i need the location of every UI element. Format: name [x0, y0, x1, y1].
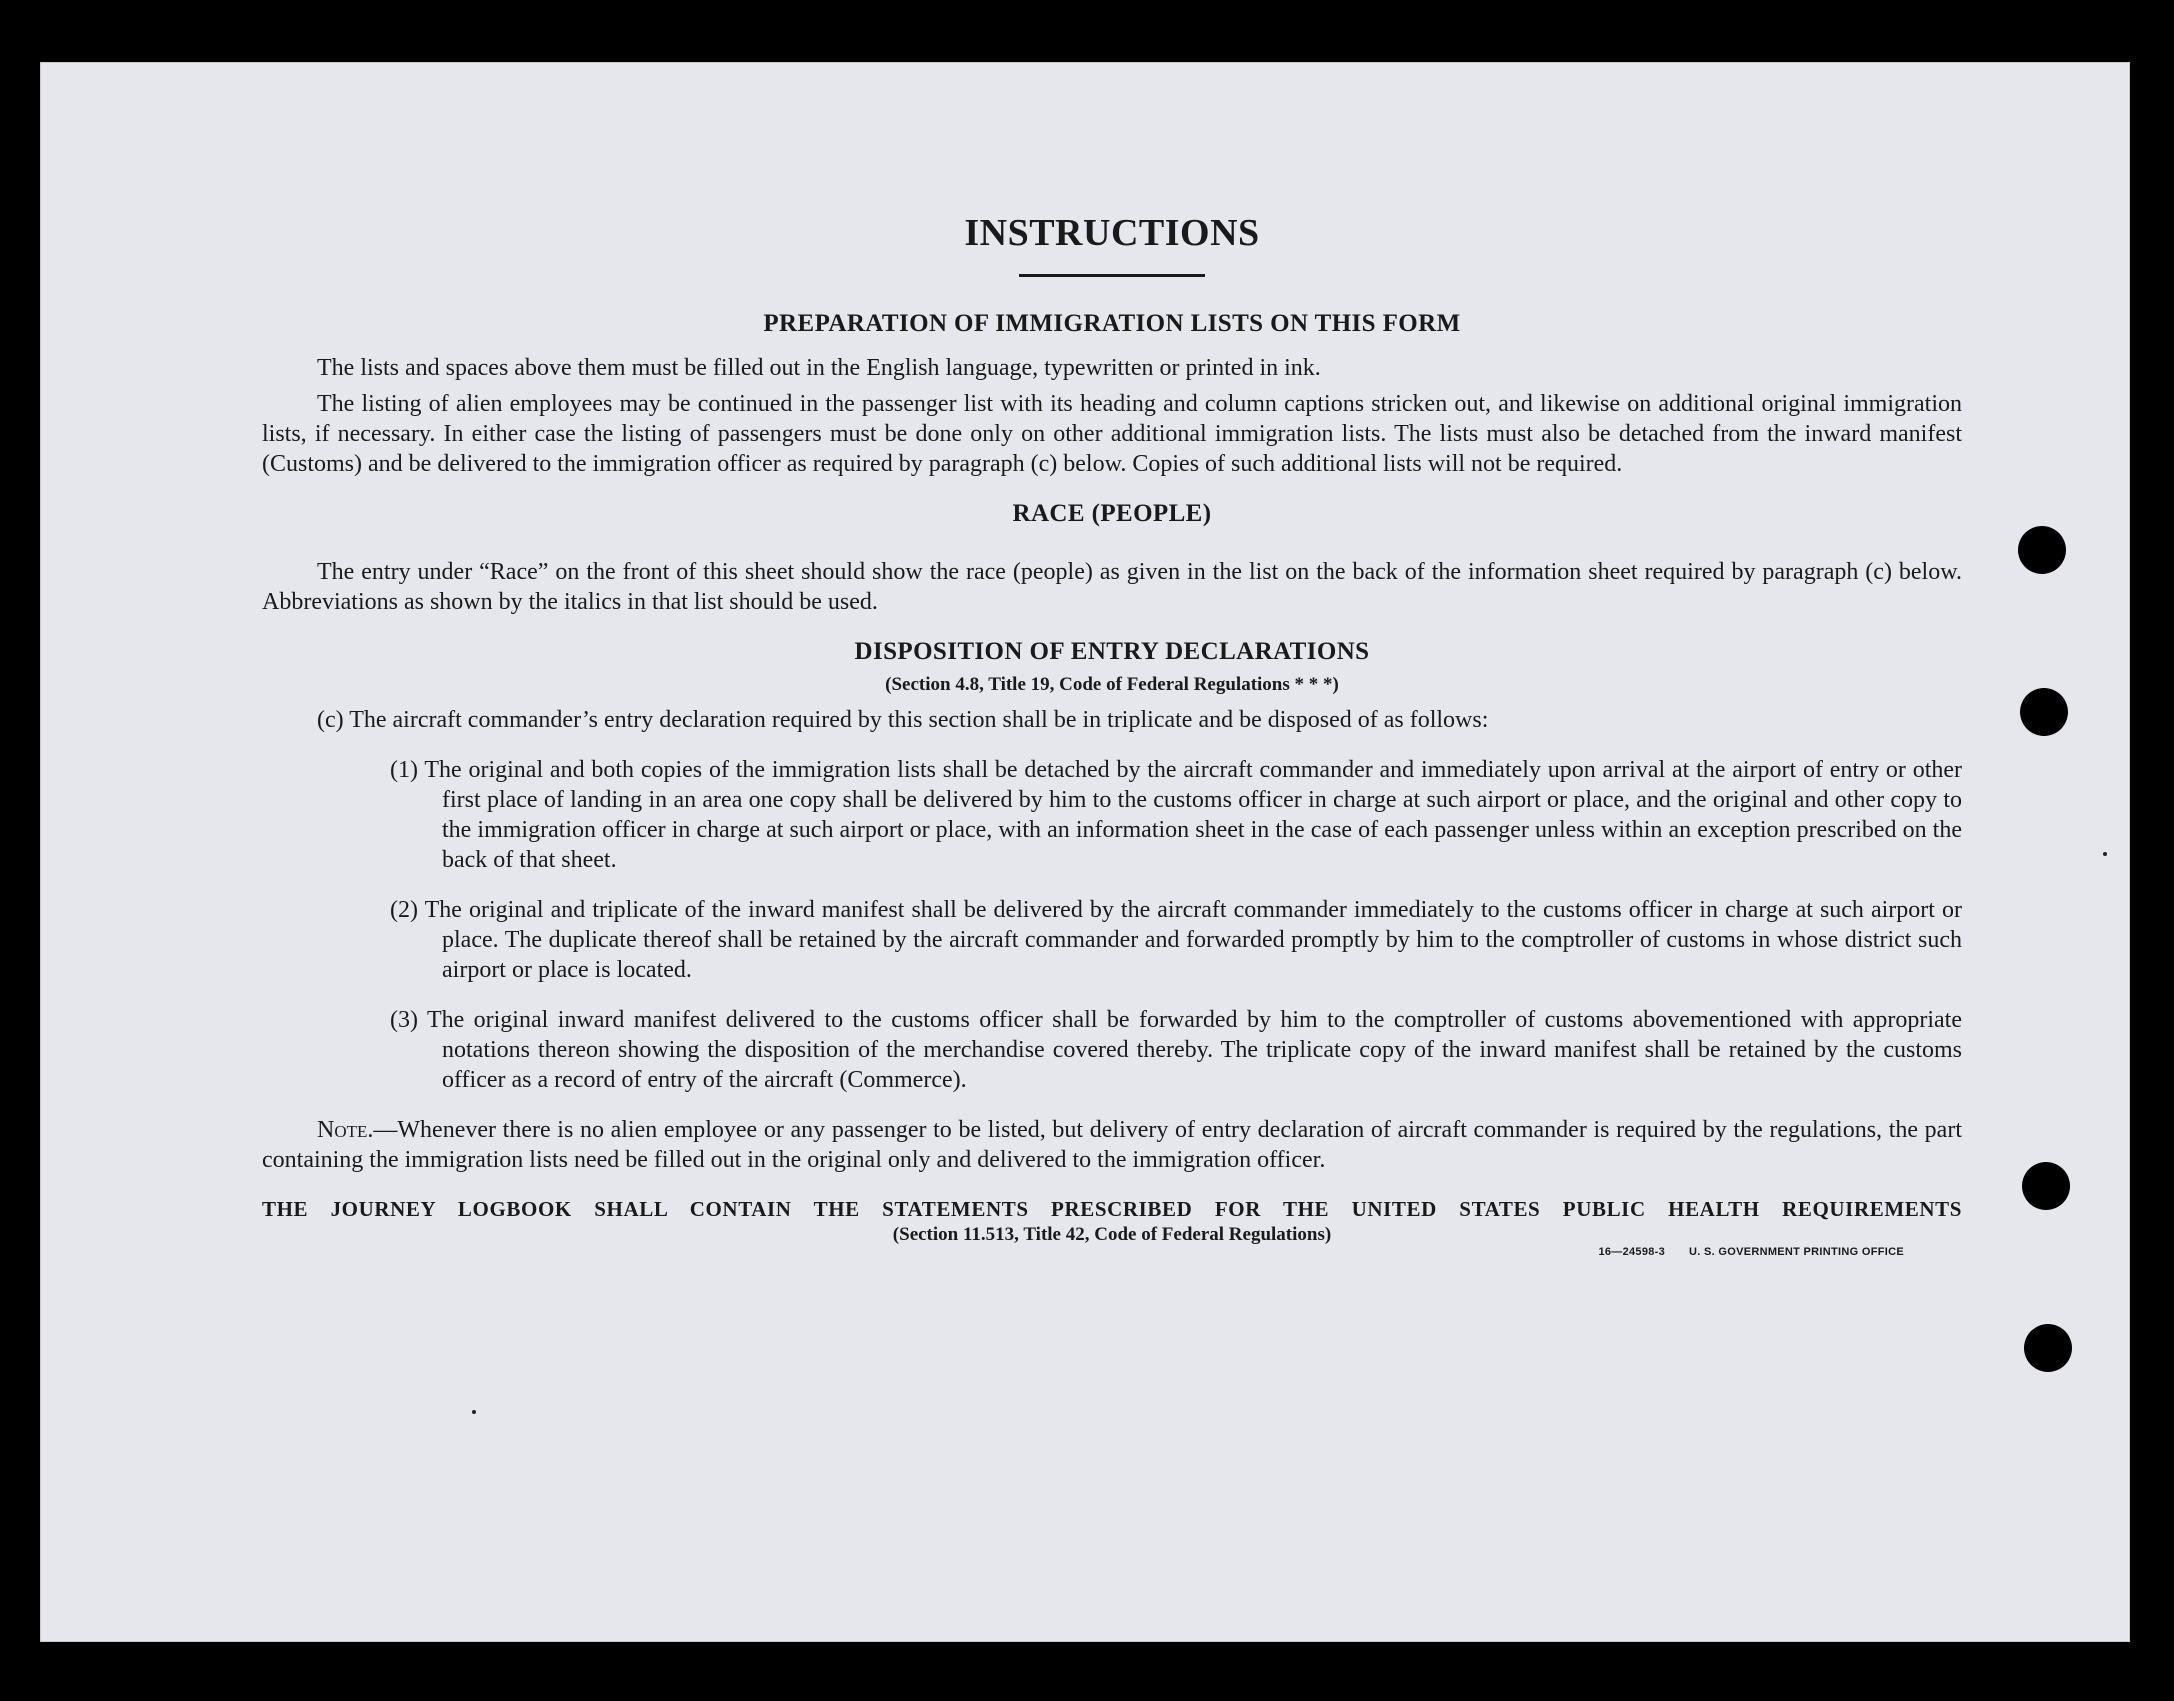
- printing-office: U. S. GOVERNMENT PRINTING OFFICE: [1689, 1246, 1904, 1258]
- paragraph-race-entry: The entry under “Race” on the front of this sheet should show the race (people) as given in the list on the back of the information sheet required by paragraph (c) below. Abbreviations as shown by the italics in that list should be used.: [262, 559, 1962, 615]
- section-heading-race: RACE (PEOPLE): [1012, 500, 1212, 527]
- note-label: Note.: [317, 1117, 374, 1143]
- punch-hole-2: [2020, 688, 2068, 736]
- paper-speck: [2103, 852, 2107, 856]
- paragraph-language: The lists and spaces above them must be filled out in the English language, typewritten or printed in ink.: [317, 355, 1321, 381]
- section-heading-preparation: PREPARATION OF IMMIGRATION LISTS ON THIS FORM: [763, 310, 1461, 337]
- punch-hole-4: [2024, 1324, 2072, 1372]
- note-paragraph: [262, 1115, 1962, 1175]
- list-item-3: (3) The original inward manifest delivered to the customs officer shall be forwarded by him to the comptroller of customs abovementioned with appropriate notations thereon showing the disposition of the merchandise covered thereby. The triplicate copy of the inward manifest shall be retained by the customs officer as a record of entry of the aircraft (Commerce).: [390, 1007, 1962, 1093]
- title-underline: [1019, 274, 1205, 277]
- citation-title-19: (Section 4.8, Title 19, Code of Federal Regulations * * *): [885, 674, 1339, 695]
- printer-imprint: [1598, 1246, 1904, 1258]
- paper-speck: [472, 1410, 476, 1414]
- citation-title-42: (Section 11.513, Title 42, Code of Federal Regulations): [892, 1224, 1332, 1245]
- note-text: —Whenever there is no alien employee or any passenger to be listed, but delivery of entry declaration of aircraft commander is required by the regulations, the part containing the immigration lists need be filled out in the original only and delivered to the immigration officer.: [262, 1117, 1962, 1173]
- punch-hole-1: [2018, 526, 2066, 574]
- document-sheet: [40, 62, 2130, 1642]
- document-body: [262, 210, 1962, 1255]
- clause-c: (c) The aircraft commander’s entry declaration required by this section shall be in triplicate and be disposed of as follows:: [317, 707, 1489, 733]
- page-title: INSTRUCTIONS: [964, 212, 1260, 254]
- paragraph-alien-employees: The listing of alien employees may be continued in the passenger list with its heading and column captions stricken out, and likewise on additional original immigration lists, if necessary. In either case the listing of passengers must be done only on other additional immigration lists. The lists must also be detached from the inward manifest (Customs) and be delivered to the immigration officer as required by paragraph (c) below. Copies of such additional lists will not be required.: [262, 391, 1962, 477]
- list-item-2: (2) The original and triplicate of the inward manifest shall be delivered by the aircraft commander immediately to the customs officer in charge at such airport or place. The duplicate thereof shall be retained by the aircraft commander and forwarded promptly by him to the comptroller of customs in whose district such airport or place is located.: [390, 897, 1962, 983]
- list-item-1: (1) The original and both copies of the immigration lists shall be detached by the aircraft commander and immediately upon arrival at the airport of entry or other first place of landing in an area one copy shall be delivered by him to the customs officer in charge at such airport or place, and the original and other copy to the immigration officer in charge at such airport or place, with an information sheet in the case of each passenger unless within an exception prescribed on the back of that sheet.: [390, 757, 1962, 873]
- public-health-statement: THE JOURNEY LOGBOOK SHALL CONTAIN THE STATEMENTS PRESCRIBED FOR THE UNITED STATES PUBLIC HEALTH REQUIREMENTS: [262, 1197, 1962, 1221]
- form-number: 16—24598-3: [1598, 1246, 1666, 1258]
- punch-hole-3: [2022, 1162, 2070, 1210]
- section-heading-disposition: DISPOSITION OF ENTRY DECLARATIONS: [854, 638, 1370, 665]
